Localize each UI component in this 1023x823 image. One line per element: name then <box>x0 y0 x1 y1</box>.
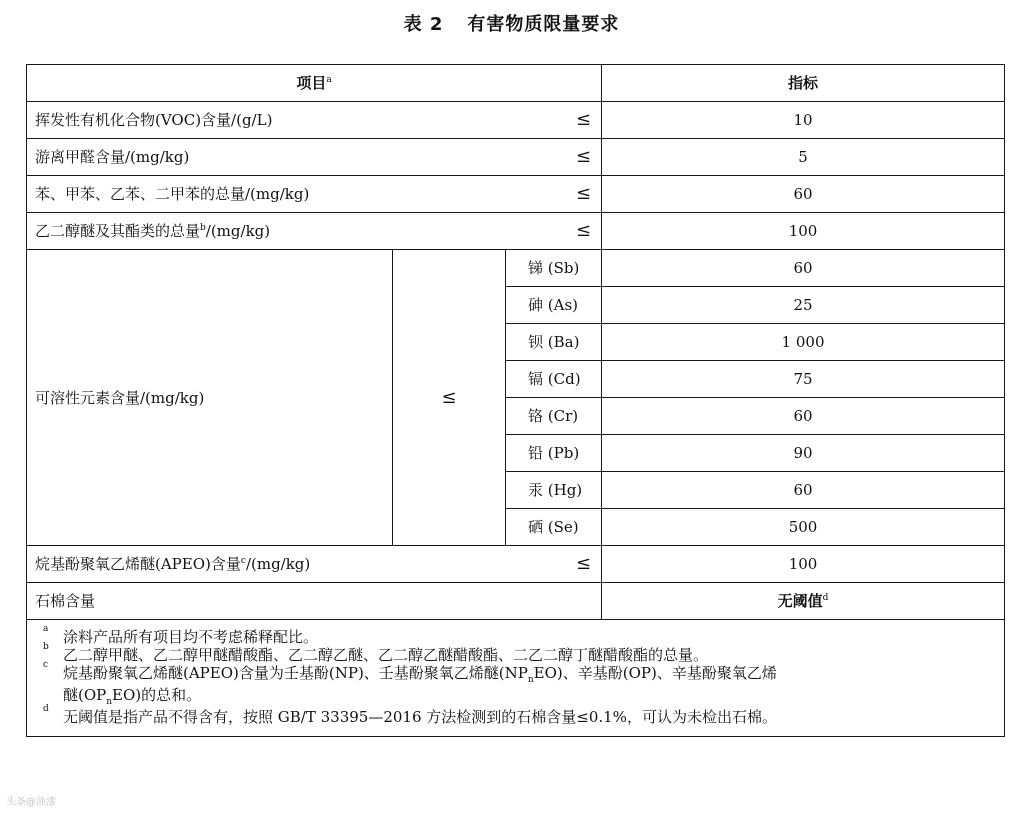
limit-value: 60 <box>602 176 1005 213</box>
footnote-text: EO)的总和。 <box>112 685 202 704</box>
table-row <box>27 102 1005 139</box>
table-row <box>27 546 1005 583</box>
footnote-b <box>43 642 990 664</box>
le-symbol: ≤ <box>441 386 457 408</box>
header-item-cell <box>27 65 602 102</box>
footnote-mark: a <box>43 624 49 634</box>
limit-value: 25 <box>602 287 1005 324</box>
item-label: 石棉含量 <box>35 592 96 610</box>
element-name: 锑 (Sb) <box>506 250 602 287</box>
limit-value: 60 <box>602 398 1005 435</box>
item-label: 游离甲醛含量/(mg/kg) <box>35 148 190 166</box>
footnotes-row <box>27 620 1005 737</box>
footnote-text: 无阈值是指产品不得含有，按照 GB/T 33395—2016 方法检测到的石棉含量≤0.1%，可认为未检出石棉。 <box>63 707 777 726</box>
item-label-unit: /(mg/kg) <box>245 555 311 573</box>
table-row <box>27 176 1005 213</box>
item-cell <box>27 139 602 176</box>
table-row <box>27 139 1005 176</box>
footnote-c <box>43 660 990 708</box>
table-row <box>27 583 1005 620</box>
footnotes-cell <box>27 620 1005 737</box>
watermark: 头条@油漆 <box>6 797 56 808</box>
limit-value: 500 <box>602 509 1005 546</box>
le-symbol: ≤ <box>575 553 592 575</box>
footnote-text: 乙二醇甲醚、乙二醇甲醚醋酸酯、乙二醇乙醚、乙二醇乙醚醋酸酯、二乙二醇丁醚醋酸酯的总量。 <box>63 646 709 664</box>
element-name: 砷 (As) <box>506 287 602 324</box>
subscript-n: n <box>527 675 534 685</box>
table-caption: 有害物质限量要求 <box>467 14 620 35</box>
item-label: 苯、甲苯、乙苯、二甲苯的总量/(mg/kg) <box>35 185 310 203</box>
item-cell <box>27 213 602 250</box>
item-label-unit: /(mg/kg) <box>205 222 271 240</box>
element-name: 硒 (Se) <box>506 509 602 546</box>
footnote-text: 涂料产品所有项目均不考虑稀释配比。 <box>63 628 319 646</box>
item-label: 烷基酚聚氧乙烯醚(APEO)含量 <box>35 555 241 573</box>
limit-value: 10 <box>602 102 1005 139</box>
footnote-a <box>43 624 990 646</box>
item-label: 乙二醇醚及其酯类的总量 <box>35 222 201 240</box>
limit-value: 100 <box>602 213 1005 250</box>
limit-value: 75 <box>602 361 1005 398</box>
footnote-mark: b <box>43 642 49 652</box>
item-cell <box>27 546 602 583</box>
element-name: 铅 (Pb) <box>506 435 602 472</box>
header-indicator-label: 指标 <box>788 74 819 92</box>
item-label: 可溶性元素含量/(mg/kg) <box>35 388 205 407</box>
footnote-text: 醚(OP <box>63 685 107 704</box>
limit-value: 1 000 <box>602 324 1005 361</box>
soluble-le-cell <box>393 250 506 546</box>
table-row <box>27 250 1005 287</box>
element-name: 钡 (Ba) <box>506 324 602 361</box>
element-name: 铬 (Cr) <box>506 398 602 435</box>
soluble-elements-label-cell <box>27 250 393 546</box>
table-number: 表 2 <box>403 14 444 35</box>
header-item-label: 项目 <box>296 74 327 92</box>
limits-table <box>26 64 1005 737</box>
item-cell <box>27 102 602 139</box>
footnote-mark: c <box>43 660 49 670</box>
table-row <box>27 213 1005 250</box>
le-symbol: ≤ <box>575 183 592 205</box>
le-symbol: ≤ <box>575 220 592 242</box>
footnote-ref-c: c <box>240 556 246 566</box>
limit-value: 90 <box>602 435 1005 472</box>
le-symbol: ≤ <box>575 146 592 168</box>
limit-value-cell <box>602 583 1005 620</box>
footnote-mark: d <box>43 703 49 714</box>
item-cell <box>27 176 602 213</box>
limit-value: 60 <box>602 472 1005 509</box>
header-row <box>27 65 1005 102</box>
element-name: 镉 (Cd) <box>506 361 602 398</box>
item-cell <box>27 583 602 620</box>
table-title <box>0 10 1023 36</box>
limit-value: 60 <box>602 250 1005 287</box>
limit-value: 5 <box>602 139 1005 176</box>
le-symbol: ≤ <box>575 109 592 131</box>
footnote-text: EO)、辛基酚(OP)、辛基酚聚氧乙烯 <box>533 664 777 682</box>
footnote-ref-b: b <box>200 223 206 233</box>
header-indicator-cell <box>602 65 1005 102</box>
limit-value: 无阈值 <box>777 592 823 610</box>
footnote-ref-a: a <box>326 75 332 85</box>
footnote-ref-d: d <box>822 593 829 603</box>
element-name: 汞 (Hg) <box>506 472 602 509</box>
limit-value: 100 <box>602 546 1005 583</box>
subscript-n: n <box>106 696 113 707</box>
footnote-d <box>43 703 990 726</box>
footnote-text: 烷基酚聚氧乙烯醚(APEO)含量为壬基酚(NP)、壬基酚聚氧乙烯醚(NP <box>63 664 528 682</box>
item-label: 挥发性有机化合物(VOC)含量/(g/L) <box>35 111 273 129</box>
